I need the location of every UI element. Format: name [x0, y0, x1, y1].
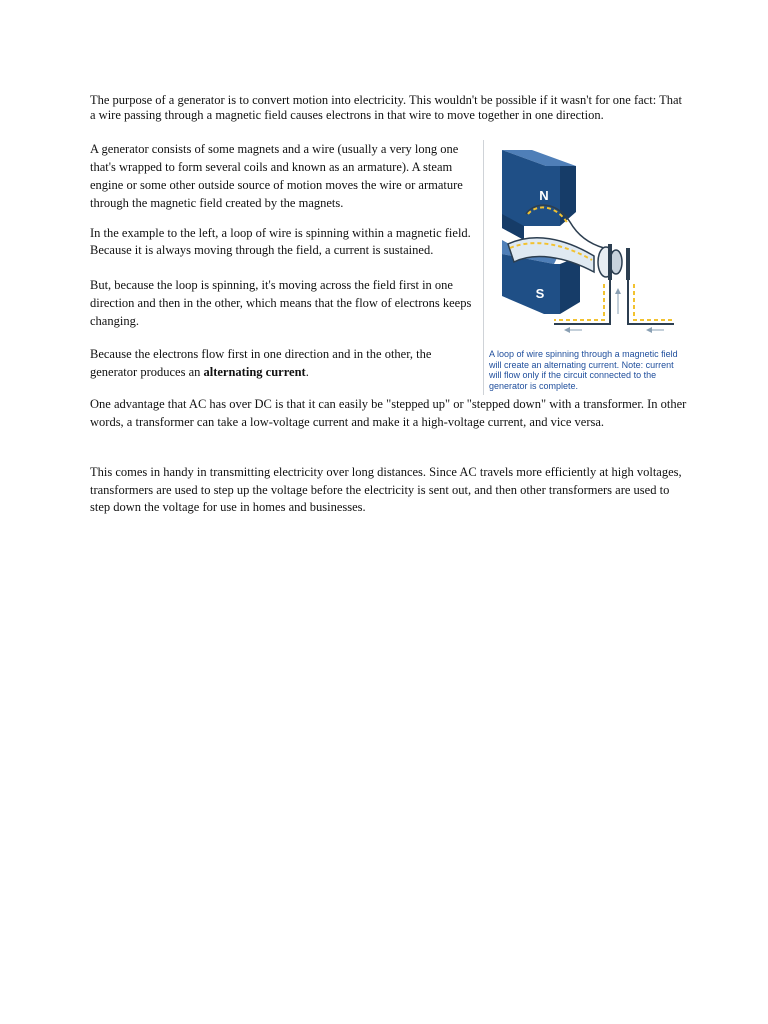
- paragraph-text: Because the electrons flow first in one direction and in the other, the generator produces an: [90, 347, 432, 379]
- generator-diagram: [494, 144, 684, 339]
- alternating-current-term: alternating current: [203, 365, 306, 379]
- transmission-paragraph: This comes in handy in transmitting electricity over long distances. Since AC travels more efficiently at high voltages, transformers are used to step up the voltage before the electricity is sent out, and then other transformers are used to step down the voltage for use in homes and businesses.: [90, 465, 682, 514]
- current-arrow-left-a-head: [564, 327, 570, 333]
- alternating-current-paragraph: [90, 345, 475, 381]
- south-label: S: [535, 286, 545, 301]
- example-paragraph: In the example to the left, a loop of wire is spinning within a magnetic field. Because it is always moving through the field, a current is sustained.: [90, 226, 471, 257]
- generator-figure: [483, 140, 689, 395]
- current-arrow-up-head: [615, 288, 621, 294]
- generator-paragraph: A generator consists of some magnets and a wire (usually a very long one that's wrapped to form several coils and known as an armature). A steam engine or some other outside source of motion moves the wire or armature through the magnetic field created by the magnets.: [90, 142, 463, 210]
- advantage-paragraph: One advantage that AC has over DC is that it can easily be "stepped up" or "stepped down" with a transformer. In other words, a transformer can take a low-voltage current and make it a high-voltage current, and vice versa.: [90, 397, 687, 429]
- paragraph-end: .: [305, 365, 309, 379]
- north-magnet-side-face: [560, 166, 576, 226]
- brush-front: [608, 244, 612, 280]
- current-arrow-left-b-head: [646, 327, 652, 333]
- circuit-current-right: [634, 284, 674, 320]
- spinning-paragraph: But, because the loop is spinning, it's moving across the field first in one direction and then in the other, which means that the flow of electrons keeps changing.: [90, 278, 472, 328]
- figure-caption: A loop of wire spinning through a magnetic field will create an alternating current. Note: current will flow only if the circuit connected to the generator is complete.: [489, 349, 678, 391]
- north-label: N: [539, 188, 549, 203]
- brush-rear: [626, 248, 630, 280]
- intro-paragraph: The purpose of a generator is to convert motion into electricity. This wouldn't be possible if it wasn't for one fact: That a wire passing through a magnetic field causes electrons in that wire to move together in one direction.: [90, 93, 682, 122]
